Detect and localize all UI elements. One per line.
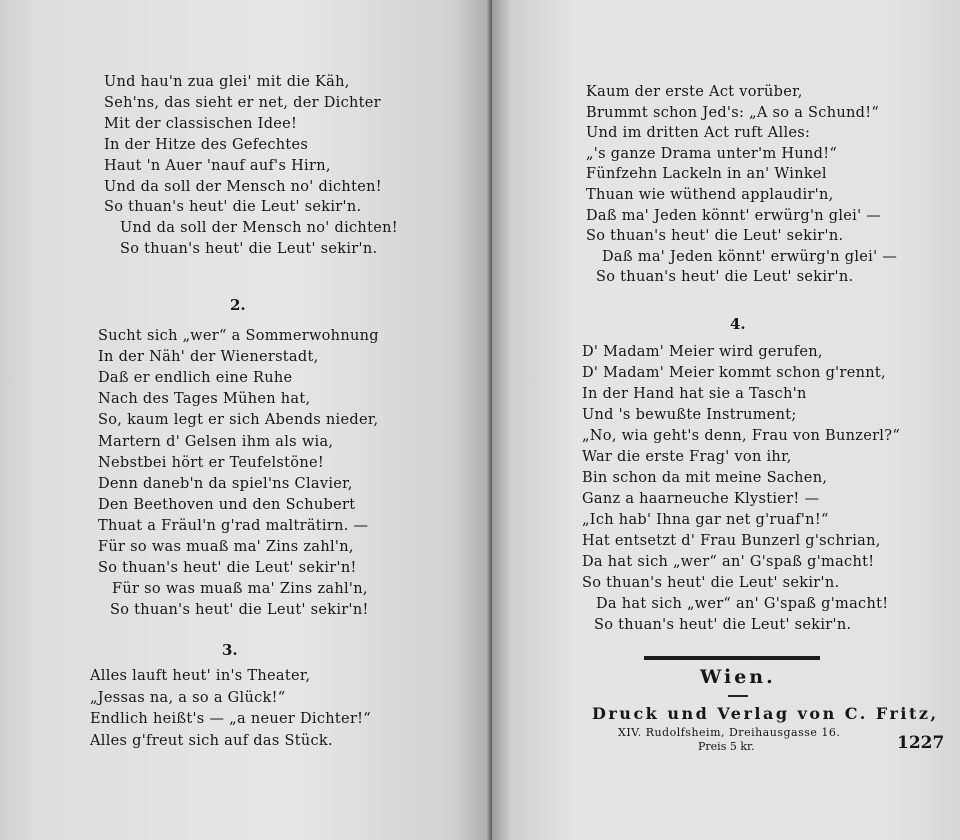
verse-line: In der Hand hat sie a Tasch'n — [582, 386, 807, 402]
verse-line: Kaum der erste Act vorüber, — [586, 84, 803, 100]
verse-line: So thuan's heut' die Leut' sekir'n. — [596, 269, 854, 286]
verse-line: So thuan's heut' die Leut' sekir'n! — [110, 602, 369, 619]
verse-line: Da hat sich „wer“ an' G'spaß g'macht! — [596, 596, 889, 612]
verse-line: Und hau'n zua glei' mit die Käh, — [104, 74, 350, 90]
verse-line: Da hat sich „wer“ an' G'spaß g'macht! — [582, 554, 875, 570]
verse-line: D' Madam' Meier wird gerufen, — [582, 344, 823, 360]
verse-line: Denn daneb'n da spiel'ns Clavier, — [98, 475, 353, 492]
verse-line: D' Madam' Meier kommt schon g'rennt, — [582, 365, 886, 381]
verse-line: Fünfzehn Lackeln in an' Winkel — [586, 166, 827, 183]
verse-line: Thuan wie wüthend applaudir'n, — [586, 187, 834, 203]
right-page — [492, 0, 960, 840]
verse-line: „No, wia geht's denn, Frau von Bunzerl?“ — [582, 428, 901, 444]
verse-line: War die erste Frag' von ihr, — [582, 449, 792, 465]
verse-line: So thuan's heut' die Leut' sekir'n. — [594, 617, 852, 633]
verse-line: Und 's bewußte Instrument; — [582, 407, 797, 423]
verse-line: Alles g'freut sich auf das Stück. — [90, 732, 333, 749]
verse-line: Und im dritten Act ruft Alles: — [586, 125, 811, 142]
imprint-city: Wien. — [700, 666, 776, 688]
verse-line: Mit der classischen Idee! — [104, 115, 298, 132]
verse-line: Endlich heißt's — „a neuer Dichter!“ — [90, 711, 372, 727]
verse-line: Den Beethoven und den Schubert — [98, 496, 356, 513]
verse-line: „Jessas na, a so a Glück!“ — [90, 689, 286, 706]
verse-line: „'s ganze Drama unter'm Hund!“ — [586, 145, 838, 162]
verse-line: Daß ma' Jeden könnt' erwürg'n glei' — — [586, 207, 882, 224]
verse-line: „Ich hab' Ihna gar net g'ruaf'n!“ — [582, 512, 829, 528]
verse-line: Thuat a Fräul'n g'rad malträtirn. — — [98, 517, 369, 534]
imprint-rule — [644, 656, 820, 660]
verse-line: Sucht sich „wer“ a Sommerwohnung — [98, 328, 379, 344]
verse-line: Martern d' Gelsen ihm als wia, — [98, 433, 334, 450]
verse-line: Seh'ns, das sieht er net, der Dichter — [104, 94, 381, 111]
verse-line: Ganz a haarneuche Klystier! — — [582, 491, 820, 507]
verse-line: Haut 'n Auer 'nauf auf's Hirn, — [104, 157, 331, 174]
verse-line: Brummt schon Jed's: „A so a Schund!“ — [586, 104, 880, 121]
verse-line: Und da soll der Mensch no' dichten! — [104, 178, 382, 195]
imprint-address: XIV. Rudolfsheim, Dreihausgasse 16. — [618, 726, 841, 739]
verse-line: Nebstbei hört er Teufelstöne! — [98, 454, 324, 471]
verse-line: Daß er endlich eine Ruhe — [98, 370, 293, 387]
verse-line: Für so was muaß ma' Zins zahl'n, — [112, 581, 368, 598]
verse-line: Bin schon da mit meine Sachen, — [582, 470, 828, 486]
verse-line: So thuan's heut' die Leut' sekir'n! — [98, 560, 357, 577]
verse-line: In der Näh' der Wienerstadt, — [98, 349, 319, 366]
print-number: 1227 — [897, 733, 945, 753]
verse-line: In der Hitze des Gefechtes — [104, 136, 309, 153]
imprint-publisher: Druck und Verlag von C. Fritz, — [592, 704, 939, 723]
verse-line: So thuan's heut' die Leut' sekir'n. — [104, 199, 362, 216]
verse-line: Hat entsetzt d' Frau Bunzerl g'schrian, — [582, 533, 881, 549]
stanza-number: 4. — [730, 315, 746, 333]
verse-line: Für so was muaß ma' Zins zahl'n, — [98, 539, 354, 555]
stanza-number: 3. — [222, 641, 238, 659]
verse-line: So thuan's heut' die Leut' sekir'n. — [120, 241, 378, 258]
verse-line: Alles lauft heut' in's Theater, — [90, 668, 311, 684]
verse-line: Nach des Tages Mühen hat, — [98, 391, 311, 408]
verse-line: Und da soll der Mensch no' dichten! — [120, 220, 398, 237]
imprint-price: Preis 5 kr. — [698, 740, 755, 753]
verse-line: So, kaum legt er sich Abends nieder, — [98, 412, 379, 429]
verse-line: So thuan's heut' die Leut' sekir'n. — [586, 228, 844, 245]
verse-line: So thuan's heut' die Leut' sekir'n. — [582, 575, 840, 591]
imprint-dash — [728, 695, 748, 697]
stanza-number: 2. — [230, 296, 246, 314]
verse-line: Daß ma' Jeden könnt' erwürg'n glei' — — [602, 248, 898, 265]
